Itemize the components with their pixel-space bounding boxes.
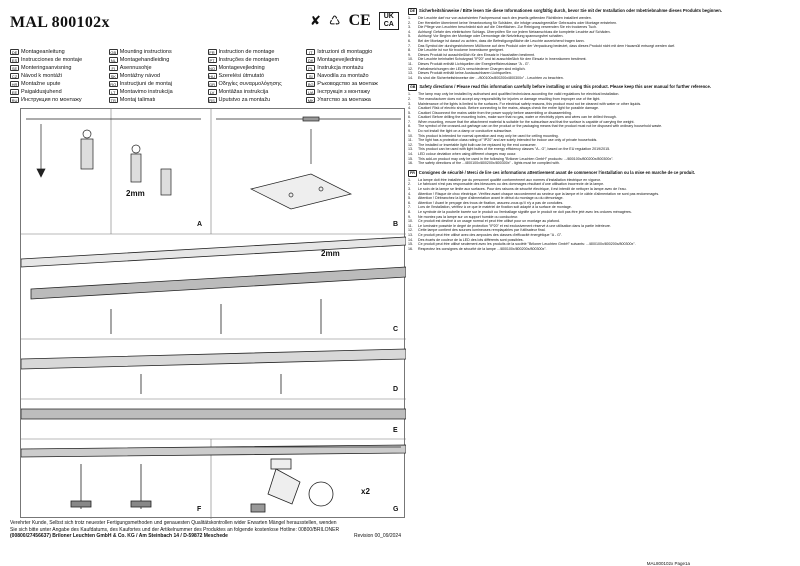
safety-item-text: Die Leuchte ist nur für trockene Innenräume geeignet. [418,48,504,53]
language-title: Montaj talimatı [119,97,156,103]
safety-item [408,161,793,166]
revision: Revision 00_09/2024 [354,533,401,539]
language-title: Instrukcja montażu [317,65,364,71]
language-title: Montagevejledning [317,57,364,63]
safety-item-number: 12. [408,228,413,233]
safety-item-text: The manufacturer does not accept any responsibility for injuries or damage resulting from improper use of the light. [418,96,601,101]
language-item [109,96,208,104]
safety-item-number: 6. [408,200,411,205]
language-code-badge: FI [109,65,118,71]
language-title: Istruzioni di montaggio [317,49,373,55]
safety-item-number: 14. [408,237,413,242]
safety-item-text: Le fabricant n'est pas responsable des blessures ou des dommages résultant d'une utilisation incorrecte de la lampe. [418,182,605,187]
safety-item-number: 16. [408,246,413,251]
language-title: Інструкція з монтажу [317,89,371,95]
safety-item-text: Le symbole de la poubelle barrée sur le produit ou l'emballage signifie que le produit ne doit pas être jeté avec les ordures ménagères. [418,209,632,214]
safety-item-number: 12. [408,66,413,71]
weee-bin-icon: ✘ [310,13,321,28]
language-item [306,72,405,80]
quantity-note: x2 [361,487,370,496]
panel-b-drawing [21,237,406,334]
left-panel [10,8,405,558]
safety-item-text: Ce produit peut être utilisé seulement avec les produits de la société "Briloner Leuchten GmbH" suivants: .../800100x/800200x/800300x". [418,242,636,247]
language-code-badge: GR [209,82,215,87]
safety-item-text: The symbol of the crossed-out garbage can on the product or the packaging means that the product must not be disposed with ordinary household waste. [418,124,663,129]
section-language-badge: FR [410,170,415,175]
safety-item-number: 16. [408,161,413,166]
panel-label-c: C [393,326,399,333]
language-code-badge: BG [307,82,314,87]
safety-item-number: 15. [408,242,413,247]
language-code-badge: UA [307,90,314,95]
language-title: Montagevejledning [218,65,265,71]
language-code-badge: TR [110,98,116,103]
language-title: Instruções de montagem [218,57,280,63]
safety-item-text: Des écarts de couleur de la LED des lots différents sont possibles. [418,237,524,242]
safety-item-text: Attention ! Avant le perçage des trous de fixation, assurez-vous qu'il n'y a pas de conduites. [418,200,564,205]
language-code-badge: IT [306,49,315,55]
language-item [10,48,109,56]
language-item [109,88,208,96]
language-code-badge: LV [208,89,217,95]
language-code-badge: GB [110,50,117,55]
safety-item-number: 14. [408,152,413,157]
section-language-badge: DE [410,9,415,13]
safety-item-text: La lampe doit être installée par du personnel qualifié conformément aux normes d'installation électrique en vigueur. [418,177,601,182]
safety-item-number: 6. [408,38,411,43]
safety-item-number: 2. [408,182,411,187]
safety-section [408,8,793,80]
language-item [208,56,307,64]
language-item [208,88,307,96]
language-item [306,96,405,104]
safety-item-text: Achtung! Gefahr des elektrischen Schlags. Überprüfen Sie vor jedem Netzanschluss die komplette Leuchte auf Schäden. [418,29,611,34]
safety-item-text: Cette lampe contient des sources lumineuses remplaçables par l'utilisateur final. [418,228,546,233]
language-item [10,56,109,64]
safety-item-text: Achtung! Vor Beginn der Montage oder Demontage die Netzleitung spannungsfrei schalten. [418,34,564,39]
spotlight-drawing [216,447,401,512]
safety-item-text: Farbabweichungen der LED's verschiedener Chargen sind möglich. [418,66,526,71]
language-code-badge: SK [110,74,116,79]
language-code-badge: EE [11,90,18,95]
language-code-badge: ES [11,58,18,63]
language-title: Uputstvo za montažu [218,97,271,103]
ukca-mark: UK CA [379,12,399,30]
safety-item-text: Ne montez pas la lampe sur un support humide ou conducteur. [418,214,519,219]
language-code-badge: SE [11,66,18,71]
language-code-badge: NL [110,58,116,63]
language-title: Montážny návod [119,73,161,79]
gap-note-2: 2mm [321,249,340,258]
bracket-drawing [216,117,401,209]
language-title: Návod k montáži [21,73,62,79]
language-code-badge: RO [110,82,117,87]
safety-item-text: Le luminaire possède le degré de protection "IP20" et est exclusivement réservé à une utilisation dans la partie intérieure. [418,223,611,228]
language-code-badge: FR [209,50,215,55]
safety-item-text: The lamp may only be installed by authorised and qualified technicians according the valid regulations for electrical installation. [418,92,620,97]
safety-item-number: 8. [408,48,411,53]
safety-item-text: Das Symbol der durchgestrichenen Mülltonne auf dem Produkt oder der Verpackung bedeutet, dass dieses Produkt nicht mit dem Hausmüll entsorgt werden darf. [418,43,676,48]
language-title: Instrucţiuni de montaj [119,81,173,87]
safety-item-number: 7. [408,43,411,48]
safety-item-text: Attention ! Risque de choc électrique. Vérifiez avant chaque raccordement au secteur que la lampe et le câble d'alimentation ne sont pas endommagés. [418,191,660,196]
safety-item-text: Attention ! Débranchez la ligne d'alimentation avant le début du montage ou du démontage. [418,196,564,201]
language-code-badge: DE [11,50,18,55]
language-item [109,72,208,80]
language-code-badge: HU [209,74,215,79]
safety-item-text: Maintenance of the lights is limited to the surfaces. For electrical safety reasons, this product must not be cleaned with water or other liquids. [418,101,642,106]
assembly-drawing [21,109,406,519]
language-item [306,64,405,72]
language-code-badge: HR [11,82,18,87]
safety-item-number: 9. [408,52,411,57]
language-title: Montāžas instrukcija [218,89,269,95]
safety-item-number: 2. [408,20,411,25]
panel-label-e: E [393,427,398,434]
section-heading-text: Safety directions / Please read this information carefully before installing or using this product. Please keep this user manual for further reference. [419,84,711,90]
safety-item-number: 10. [408,57,413,62]
language-item [10,80,109,88]
panel-a-drawing [26,119,201,195]
safety-section [408,170,793,252]
language-item [109,80,208,88]
ce-mark: CE [348,12,371,29]
safety-item-text: Die Pflege von Leuchten beschränkt sich auf die Oberflächen. Zur Reinigung verwenden Sie ein trockenes Tuch. [418,25,597,30]
safety-item-text: This product can be used with light bulbs of the energy efficiency classes "A - G", based on the EU regulation 2019/2015. [418,147,611,152]
safety-item-text: Ce produit peut être utilisé avec des ampoules des classes d'efficacité énergétique "A - G". [418,232,563,237]
language-title: Montageanleitung [21,49,65,55]
safety-item-number: 9. [408,129,411,134]
language-title: Ръководство за монтаж [317,81,378,87]
safety-item-text: Caution! Before drilling the mounting holes, make sure that no gas, water or electricity pipes and wires can be drilled through. [418,115,617,120]
safety-item-number: 13. [408,71,413,76]
language-code-badge: PL [306,65,315,71]
safety-item-text: Dieses Produkt ist ausschließlich für den Einsatz in Haushalten bestimmt. [418,52,536,57]
safety-item-text: The safety directions of the .../800100x/800200x/800300x" - lights must be complied with. [418,161,560,166]
language-item [306,88,405,96]
safety-item-number: 6. [408,115,411,120]
language-code-badge: PT [209,58,215,63]
language-title: Οδηγίες συναρμολόγησης [218,81,282,87]
language-title: Инструкция по монтажу [21,97,82,103]
safety-item-text: Respectez les consignes de sécurité de la lampe .../800100x/800200x/800300x". [418,246,547,251]
language-title: Monteringsanvisning [21,65,72,71]
safety-item [408,247,793,252]
panel-label-f: F [197,506,202,513]
footer-line-1: Verehrter Kunde, Selbst sich trotz neuester Fertigungsmethoden und genauesten Qualitätskontrollen wider Erwarten Mängel herausstellen, wenden [10,520,337,526]
safety-item-text: LED colour deviation when using different charges may occur. [418,152,517,157]
language-item [208,64,307,72]
safety-item-number: 5. [408,196,411,201]
safety-section-heading [408,84,793,91]
safety-item-text: The installed or insertable light bulb can be replaced by the end consumer. [418,142,537,147]
language-code-badge: MK [307,98,314,103]
language-item [109,48,208,56]
footer [10,520,405,540]
language-title: Paigaldusjuhend [21,89,62,95]
footer-line-2: Sie sich bitte unter Angabe des Kaufdatums, des Kaufortes und der Artikelnummer des Produktes an folgende kostenlose Hotline: 00800/BRILONER [10,526,340,533]
safety-directions [408,8,793,558]
safety-item-text: Dieses Produkt enthält Lichtquellen der Energieeffizienzklasse "A - G". [418,61,530,66]
language-code-badge: RU [11,98,18,103]
gap-note-1: 2mm [126,189,145,198]
safety-item-number: 11. [408,61,413,66]
page-number: MAL800102x Page1a [646,561,690,566]
language-item [10,64,109,72]
safety-item-text: Die Leuchte beinhaltet Schutzgrad "IP20" und ist ausschließlich für den Einsatz in Innenräumen bestimmt. [418,57,587,62]
safety-item-number: 1. [408,177,411,182]
language-item [306,56,405,64]
safety-item-number: 1. [408,16,411,20]
safety-item-number: 13. [408,232,413,237]
language-item [10,96,109,104]
safety-item-number: 2. [408,96,411,101]
panel-label-a: A [197,221,203,228]
footer-line-3: (00800/27456637) Briloner Leuchten GmbH & Co. KG / Am Steinbach 14 / D-59872 Meschede [10,533,228,539]
language-item [109,64,208,72]
section-language-badge: GB [410,85,416,90]
safety-item-number: 5. [408,110,411,115]
panel-label-d: D [393,386,399,393]
safety-item-text: This product is intended for normal operation and may only be used for ceiling mounting. [418,133,559,138]
safety-item-number: 11. [408,223,413,228]
safety-item [408,76,793,81]
language-title: Instrucciones de montaje [21,57,83,63]
language-code-badge: DK [307,58,314,63]
safety-item-number: 4. [408,191,411,196]
safety-item-text: The light has a protection class rating of "IP20" and are solely intended for indoor use only of private households. [418,138,598,143]
safety-section-heading [408,170,793,177]
safety-item-number: 3. [408,25,411,30]
safety-item-number: 7. [408,119,411,124]
safety-item-number: 10. [408,133,413,138]
language-item [208,80,307,88]
language-item [10,88,109,96]
recycle-icon: ♺ [328,13,341,28]
safety-item-number: 1. [408,92,411,97]
safety-item-text: Der Hersteller übernimmt keine Verantwortung für Schäden, die infolge unsachgemäßer Gebrauchs oder Montage entstehen. [418,20,618,25]
section-heading-text: Consignes de sécurité / Merci de lire ces informations attentivement avant de commencer l'installation ou la mise en marche de ce produit. [418,169,696,175]
safety-item-text: Lors de l'installation, vérifiez à ce que le matériel de fixation soit adapté à la surface de montage. [418,205,572,210]
safety-item-number: 11. [408,138,413,143]
safety-item-number: 8. [408,209,411,214]
safety-item-number: 13. [408,147,413,152]
safety-item-number: 10. [408,219,413,224]
language-item [208,96,307,104]
safety-item-text: Dieses Produkt enthält keine Austauschbaren Lichtquellen. [418,71,512,76]
language-title: Mounting instructions [119,49,172,55]
safety-item-text: Le soin de la lampe se limite aux surfaces. Pour des raisons de sécurité électrique, il est interdit de nettoyer la lampe avec de l'eau. [418,187,627,191]
safety-item-number: 5. [408,34,411,39]
language-list [10,48,405,104]
language-title: Asennusohje [119,65,152,71]
assembly-diagram [20,108,405,518]
safety-item-number: 3. [408,187,411,191]
safety-item-number: 9. [408,214,411,219]
safety-item-text: Die Leuchte darf nur von autorisierten Fachpersonal nach den jeweils geltenden Richtlinien installiert werden. [418,16,592,20]
language-title: Instruction de montage [218,49,275,55]
safety-item-text: When mounting, ensure that the attachment material is suitable for the subsurface and that the surface is capable of carrying the weight. [418,119,635,124]
language-item [10,72,109,80]
safety-item-text: Bei der Montage ist darauf zu achten, dass die Befestigungsfläche die Leuchte ausreichend tragen kann. [418,38,585,43]
safety-item-number: 8. [408,124,411,129]
safety-item-number: 12. [408,142,413,147]
section-heading-text: Sicherheitshinweise / Bitte lesen Sie diese Informationen sorgfältig durch, bevor Sie mit der Installation oder Inbetriebnahme dieses Produkts beginnen. [419,8,722,13]
language-code-badge: SI [306,73,315,79]
language-title: Montavimo instrukcija [119,89,173,95]
language-title: Navodila za montažo [317,73,369,79]
panel-label-g: G [393,506,399,513]
safety-item-text: Caution! Disconnect the mains cable from the power supply before assembling or disassembling. [418,110,573,115]
language-code-badge: RS [209,98,215,103]
safety-item-number: 3. [408,101,411,106]
safety-section [408,84,793,166]
language-title: Szerelési útmutató [218,73,265,79]
safety-item-number: 4. [408,106,411,111]
language-item [109,56,208,64]
product-title: MAL 800102x [10,14,110,31]
language-item [306,80,405,88]
safety-item-number: 15. [408,156,413,161]
safety-section-heading [408,8,793,15]
language-code-badge: LT [109,89,118,95]
language-code-badge: CZ [11,74,18,79]
certification-marks [310,12,399,30]
language-item [208,72,307,80]
safety-item-text: Do not install the light on a damp or conductive subsurface. [418,129,513,134]
safety-item-text: This add-on product may only be used in the following "Briloner Leuchten GmbH" products: .../800100x/800200x/800300x". [418,156,614,161]
language-item [306,48,405,56]
language-code-badge: NO [209,66,215,71]
safety-item-text: Ce produit est destiné à un usage normal et peut être utilisé pour un montage au plafond. [418,219,561,224]
safety-item-number: 7. [408,205,411,210]
language-title: Montagehandleiding [119,57,170,63]
panel-e-drawing [21,445,406,509]
panel-c-drawing [21,349,406,419]
safety-item-number: 14. [408,75,413,80]
language-title: Упатство за монтажа [317,97,371,103]
language-item [208,48,307,56]
safety-item-text: Caution! Risk of electric shock. Before connecting to the mains, always check the entire light for possible damage. [418,106,599,111]
safety-item-number: 4. [408,29,411,34]
language-title: Montažne upute [21,81,61,87]
panel-label-b: B [393,221,399,228]
safety-item-text: Es sind die Sicherheitshinweise der .../800100x/800200x/800300x" - Leuchten zu beachten. [418,75,564,80]
